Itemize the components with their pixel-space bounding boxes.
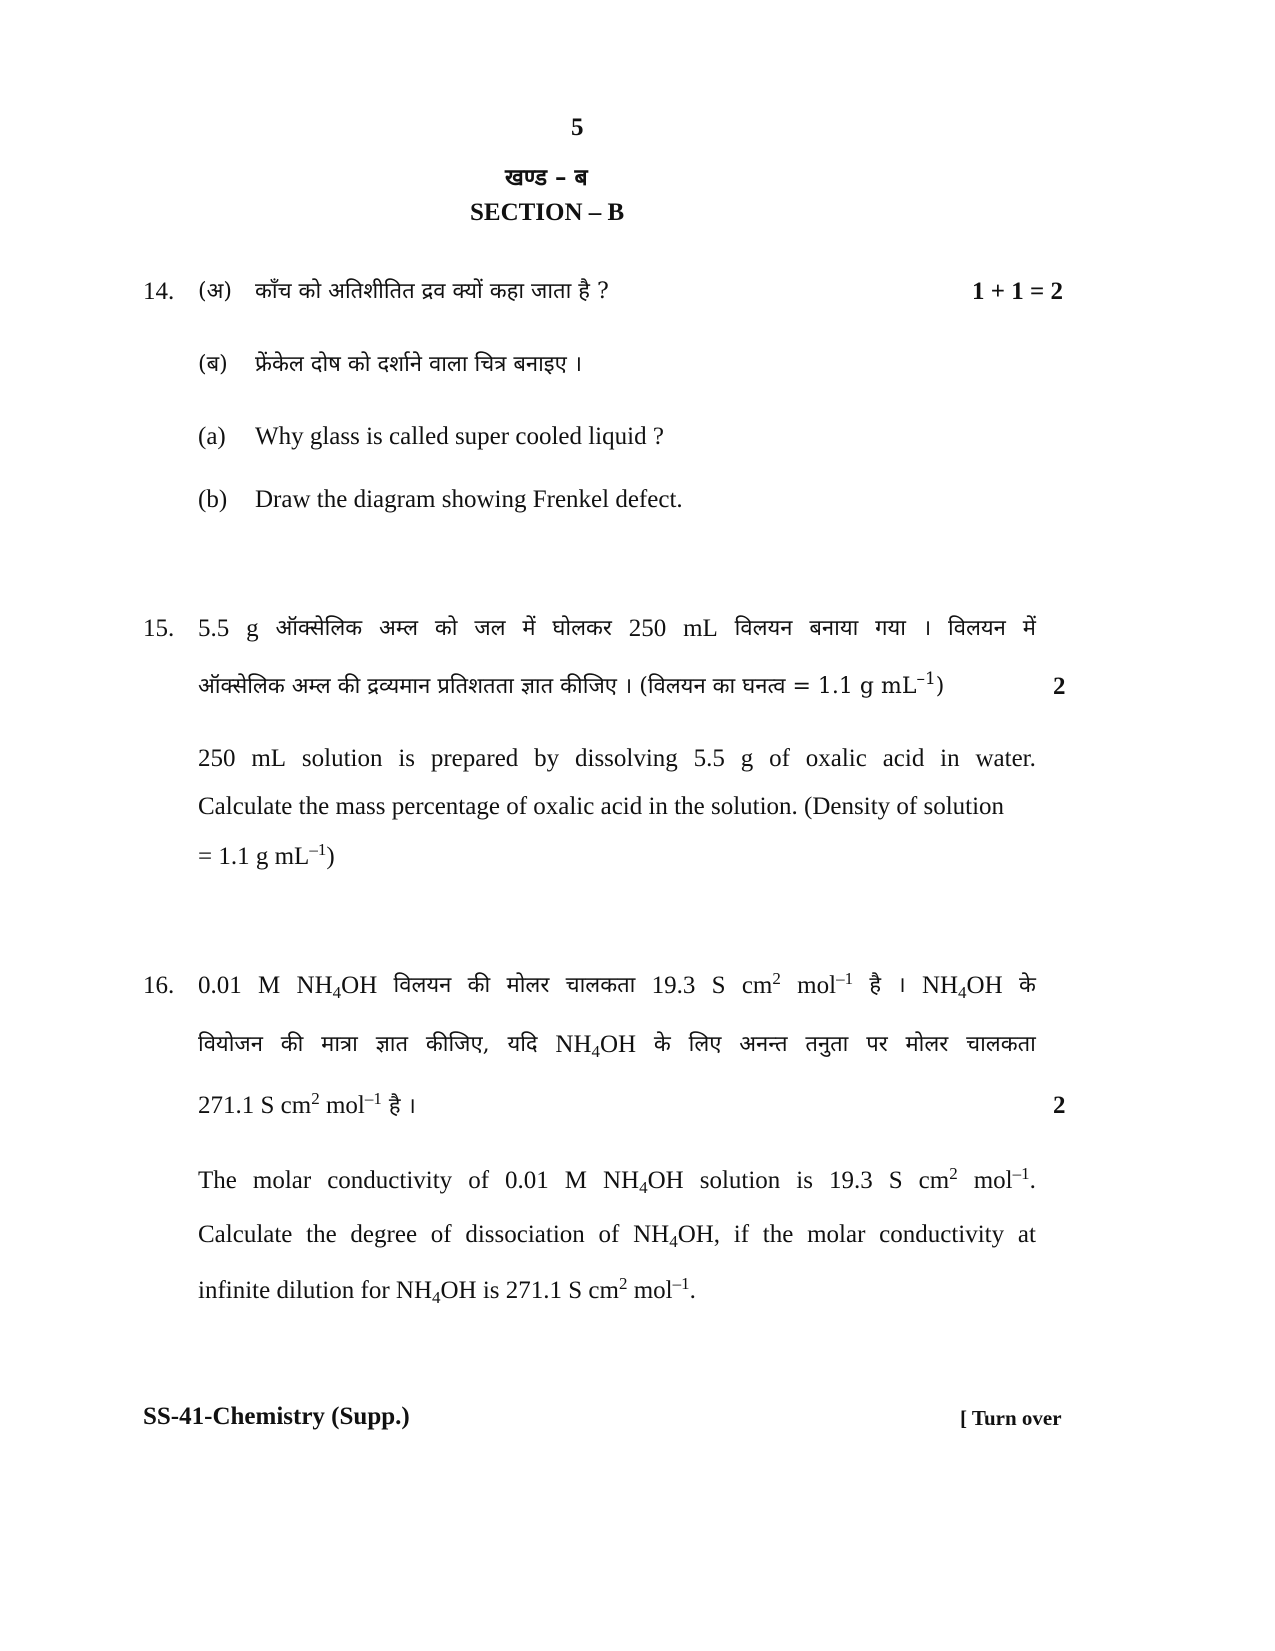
word: चालकता <box>565 973 636 998</box>
word: prepared <box>430 745 519 772</box>
marks: 1 + 1 = 2 <box>972 278 1063 305</box>
question-text-hindi-line <box>198 1030 1036 1060</box>
word: की <box>280 1032 304 1057</box>
word: कीजिए, <box>425 1032 490 1057</box>
question-text-hindi: काँच को अतिशीतित द्रव क्यों कहा जाता है ? <box>255 279 609 304</box>
word: ज्ञात <box>375 1032 409 1057</box>
word: solution <box>301 745 383 772</box>
word: mL <box>251 745 287 772</box>
word: dissociation <box>465 1221 585 1248</box>
formula: $NH_4OH$, <box>633 1221 721 1251</box>
word: oxalic <box>805 745 867 772</box>
word: at <box>1017 1221 1036 1248</box>
word: 5.5 <box>693 745 725 772</box>
word: । <box>897 973 906 998</box>
part-label: (ब) <box>198 352 228 377</box>
question-number: 14. <box>143 278 175 305</box>
word: water. <box>975 745 1036 772</box>
word: में <box>1022 616 1036 641</box>
word: अनन्त <box>739 1032 788 1057</box>
word: पर <box>866 1032 888 1057</box>
word: की <box>467 973 491 998</box>
word: conductivity <box>327 1167 453 1194</box>
word: M <box>258 972 281 999</box>
word: विलयन <box>948 616 1006 641</box>
word: degree <box>350 1221 418 1248</box>
word: चालकता <box>966 1032 1036 1057</box>
word: S <box>711 972 726 999</box>
text: 271.1 S cm <box>198 1092 312 1119</box>
section-heading-hindi: खण्ड – ब <box>505 164 588 191</box>
question-text-hindi: फ्रेंकेल दोष को दर्शाने वाला चित्र बनाइए । <box>255 352 583 377</box>
word: 0.01 <box>198 972 242 999</box>
word: को <box>434 616 458 641</box>
text: infinite dilution for NH <box>198 1277 432 1304</box>
word: S <box>888 1167 903 1194</box>
text: ऑक्सेलिक अम्ल की द्रव्यमान प्रतिशतता ज्ञात कीजिए । (विलयन का घनत्व = 1.1 g mL <box>198 674 917 699</box>
text: . <box>689 1277 696 1304</box>
unit: $cm^2$ <box>741 969 781 999</box>
word: वियोजन <box>198 1032 263 1057</box>
word: 0.01 <box>505 1167 549 1194</box>
section-heading: SECTION – B <box>470 199 625 226</box>
word: mL <box>683 615 718 642</box>
question-text: Why glass is called super cooled liquid ? <box>255 423 664 450</box>
word: तनुता <box>805 1032 849 1057</box>
question-text-hindi-line <box>198 614 1036 644</box>
word: of <box>769 745 790 772</box>
text: mol <box>319 1092 365 1119</box>
word: 19.3 <box>651 972 696 999</box>
word: ऑक्सेलिक <box>275 616 363 641</box>
superscript: –1 <box>672 1274 690 1293</box>
word: है <box>869 973 882 998</box>
word: The <box>198 1167 237 1194</box>
formula: $NH_4OH$ <box>603 1167 684 1197</box>
question-text-hindi-line <box>198 1091 416 1122</box>
word: विलयन <box>734 616 793 641</box>
word: 19.3 <box>828 1167 873 1194</box>
question-text-line <box>198 842 335 872</box>
question-text-line <box>198 1276 696 1306</box>
text: ) <box>935 674 945 699</box>
word: घोलकर <box>552 616 612 641</box>
superscript: –1 <box>364 1089 382 1108</box>
unit: mol$^{-1}$. <box>973 1164 1036 1194</box>
question-text-line: Calculate the mass percentage of oxalic acid in the solution. (Density of solution <box>198 793 1005 820</box>
superscript: –1 <box>309 840 327 859</box>
question-number: 15. <box>143 615 175 642</box>
text: ) <box>326 843 335 870</box>
text: OH is 271.1 S cm <box>440 1277 619 1304</box>
question-text-hindi-line <box>198 971 1036 1001</box>
word: of <box>430 1221 452 1248</box>
word: यदि <box>507 1032 538 1057</box>
word: acid <box>882 745 925 772</box>
unit: mol$^{-1}$ <box>797 969 854 999</box>
word: g <box>246 615 259 642</box>
subscript: 4 <box>432 1288 441 1307</box>
word: गया <box>875 616 906 641</box>
word: विलयन <box>393 973 452 998</box>
word: if <box>733 1221 750 1248</box>
word: बनाया <box>809 616 859 641</box>
question-text-hindi-line <box>198 669 945 702</box>
word: लिए <box>688 1032 722 1057</box>
word: dissolving <box>575 745 678 772</box>
word: molar <box>807 1221 866 1248</box>
word: 250 <box>628 615 667 642</box>
word: of <box>598 1221 620 1248</box>
footer-turn-over: [ Turn over <box>960 1406 1062 1430</box>
word: के <box>1018 973 1036 998</box>
superscript: 2 <box>618 1274 628 1293</box>
word: में <box>522 616 536 641</box>
word: is <box>398 745 416 772</box>
word: of <box>468 1167 490 1194</box>
formula: $NH_4OH$ <box>555 1031 637 1061</box>
word: जल <box>474 616 506 641</box>
part-label: (b) <box>198 486 228 513</box>
superscript: 2 <box>311 1089 320 1108</box>
marks: 2 <box>1053 673 1066 700</box>
page-number: 5 <box>571 114 584 141</box>
part-label: (अ) <box>198 279 232 304</box>
formula: $NH_4OH$ <box>296 972 378 1002</box>
text: है । <box>381 1094 416 1119</box>
text: = 1.1 g mL <box>198 843 310 870</box>
word: मोलर <box>506 973 550 998</box>
word: अम्ल <box>379 616 419 641</box>
question-number: 16. <box>143 972 175 999</box>
text: mol <box>627 1277 673 1304</box>
word: the <box>306 1221 337 1248</box>
word: is <box>796 1167 813 1194</box>
formula: $NH_4OH$ <box>921 972 1003 1002</box>
question-text-line <box>198 744 1036 774</box>
word: Calculate <box>198 1221 293 1248</box>
unit: $cm^2$ <box>918 1164 958 1194</box>
footer-paper-code: SS-41-Chemistry (Supp.) <box>143 1403 410 1430</box>
part-label: (a) <box>198 423 226 450</box>
word: solution <box>699 1167 781 1194</box>
word: 250 <box>198 745 236 772</box>
question-text: Draw the diagram showing Frenkel defect. <box>255 486 683 513</box>
marks: 2 <box>1053 1092 1066 1119</box>
word: मोलर <box>905 1032 949 1057</box>
word: g <box>740 745 754 772</box>
word: conductivity <box>879 1221 1005 1248</box>
word: मात्रा <box>321 1032 358 1057</box>
word: 5.5 <box>198 615 230 642</box>
question-text-line <box>198 1220 1036 1250</box>
word: के <box>653 1032 671 1057</box>
word: by <box>534 745 560 772</box>
superscript: –1 <box>916 669 936 689</box>
question-text-line <box>198 1166 1036 1196</box>
word: molar <box>252 1167 312 1194</box>
word: । <box>922 616 932 641</box>
word: M <box>564 1167 587 1194</box>
word: the <box>762 1221 794 1248</box>
word: in <box>940 745 960 772</box>
